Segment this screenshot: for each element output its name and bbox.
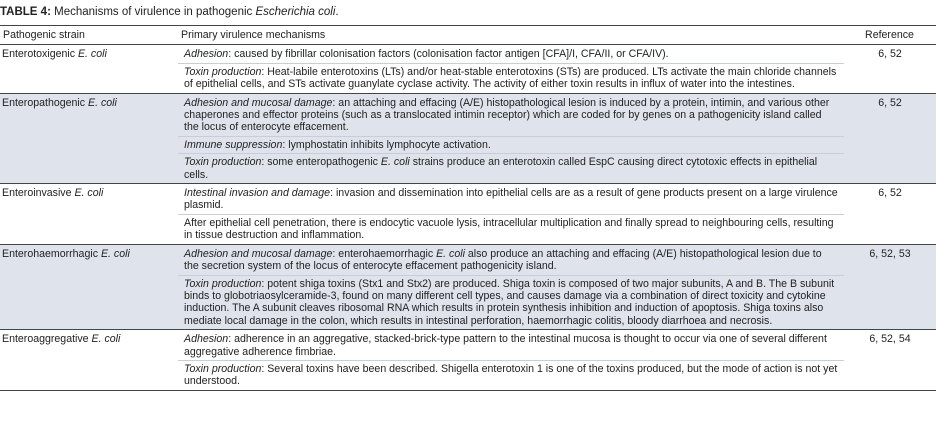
mechanism-term: Toxin production [184, 277, 262, 290]
header-reference: Reference [844, 26, 936, 45]
mechanism-term: Immune suppression [184, 138, 283, 151]
reference-cell: 6, 52, 54 [844, 330, 936, 391]
mechanism-paragraph [178, 360, 844, 390]
reference-cell: 6, 52 [844, 45, 936, 93]
mechanism-text: : Several toxins have been described. Shigella enterotoxin 1 is one of the toxins produced, but the mode of action is not yet understood. [184, 362, 838, 388]
mechanism-text: : an attaching and effacing (A/E) histopathological lesion is induced by a protein, intimin, and various other chaperones and effector proteins (such as a translocated intimin receptor) which are coded for by genes on a pathogenicity island called the locus of enterocyte effacement. [184, 96, 830, 134]
mechanism-term: Intestinal invasion and damage [184, 187, 331, 200]
strain-cell [0, 184, 178, 245]
mechanism-term: Toxin production [184, 362, 262, 375]
strain-species: E. coli [88, 96, 117, 109]
table-row [0, 45, 936, 93]
strain-name: Enterotoxigenic [2, 48, 76, 61]
virulence-table [0, 25, 936, 391]
reference-cell: 6, 52 [844, 93, 936, 183]
mechanism-paragraph [178, 275, 844, 330]
strain-species: E. coli [77, 48, 107, 61]
mechanism-paragraph [178, 245, 844, 275]
mechanism-term: Toxin production [184, 65, 262, 78]
header-mechanism: Primary virulence mechanisms [178, 26, 844, 45]
mechanism-cell [178, 45, 844, 93]
strain-name: Enteropathogenic [2, 96, 86, 109]
mechanism-term: Adhesion and mucosal damage [184, 96, 333, 109]
mechanism-term: Adhesion [184, 333, 229, 346]
mechanism-paragraph [178, 184, 844, 214]
table-row [0, 184, 936, 245]
mechanism-text: : invasion and dissemination into epithelial cells are as a result of gene products present on a large virulence plasmid. [184, 187, 838, 212]
mechanism-text-after: strains produce an enterotoxin called EspC causing direct cytotoxic effects in epithelial cells. [184, 156, 818, 181]
table-row [0, 93, 936, 183]
mechanism-text: : Heat-labile enterotoxins (LTs) and/or heat-stable enterotoxins (STs) are produced. LTs activate the main chloride channels of epithelial cells, and STs activate guanylate cyclase activity. The activity of either toxin results in influx of water into the intestines. [184, 65, 837, 91]
table-row [0, 330, 936, 391]
mechanism-species: E. coli [436, 247, 465, 260]
mechanism-paragraph [178, 330, 844, 360]
mechanism-text: : potent shiga toxins (Stx1 and Stx2) are produced. Shiga toxin is composed of two major subunits, A and B. The B subunit binds to globotriaosylceramide-3, found on many different cell types, and causes damage via a combination of direct toxicity and cytokine induction. The A subunit cleaves ribosomal RNA which results in protein synthesis inhibition and induction of apoptosis. Shiga toxins also mediate local damage in the colon, which results in intestinal perforation, haemorrhagic colitis, bloody diarrhoea and necrosis. [184, 277, 835, 327]
mechanism-text: : caused by fibrillar colonisation factors (colonisation factor antigen [CFA]/I, CFA/II, or CFA/IV). [228, 48, 669, 61]
mechanism-term: Adhesion [184, 48, 229, 61]
mechanism-term: Adhesion and mucosal damage [184, 247, 333, 260]
mechanism-cell [178, 244, 844, 329]
table-body [0, 45, 936, 390]
mechanism-paragraph [178, 45, 844, 62]
strain-species: E. coli [91, 333, 121, 346]
mechanism-text-after: also produce an attaching and effacing (A/E) histopathological lesion due to the secretion system of the locus of enterocyte effacement pathogenicity island. [184, 247, 822, 273]
caption-italic: Escherichia coli [255, 6, 336, 18]
strain-cell [0, 45, 178, 93]
strain-species: E. coli [74, 187, 104, 200]
mechanism-paragraph [178, 94, 844, 136]
strain-species: E. coli [100, 247, 130, 260]
mechanism-text: : lymphostatin inhibits lymphocyte activation. [282, 138, 491, 151]
mechanism-cell [178, 184, 844, 245]
mechanism-text: After epithelial cell penetration, there is endocytic vacuole lysis, intracellular multiplication and finally spread to neighbouring cells, resulting in tissue destruction and inflammation. [184, 216, 834, 242]
mechanism-cell [178, 93, 844, 183]
mechanism-text: : adherence in an aggregative, stacked-brick-type pattern to the intestinal mucosa is thought to occur via one of several different aggregative adherence fimbriae. [184, 333, 827, 358]
strain-cell [0, 330, 178, 391]
caption-text: Mechanisms of virulence in pathogenic [54, 6, 253, 18]
mechanism-term: Toxin production [184, 156, 262, 169]
table-caption [0, 6, 339, 18]
table-row [0, 244, 936, 329]
strain-name: Enteroinvasive [2, 187, 72, 200]
header-row [0, 26, 936, 45]
caption-label: TABLE 4: [0, 6, 51, 18]
strain-cell [0, 93, 178, 183]
mechanism-paragraph [178, 153, 844, 183]
header-strain: Pathogenic strain [0, 26, 178, 45]
mechanism-cell [178, 330, 844, 391]
strain-cell [0, 244, 178, 329]
strain-name: Enterohaemorrhagic [2, 247, 98, 260]
mechanism-species: E. coli [380, 156, 410, 169]
mechanism-paragraph [178, 214, 844, 244]
mechanism-paragraph [178, 136, 844, 153]
mechanism-text: : enterohaemorrhagic [332, 247, 437, 260]
reference-cell: 6, 52 [844, 184, 936, 245]
mechanism-paragraph [178, 63, 844, 93]
strain-name: Enteroaggregative [2, 333, 89, 346]
mechanism-text: : some enteropathogenic [261, 156, 381, 169]
caption-suffix: . [335, 6, 339, 18]
reference-cell: 6, 52, 53 [844, 244, 936, 329]
